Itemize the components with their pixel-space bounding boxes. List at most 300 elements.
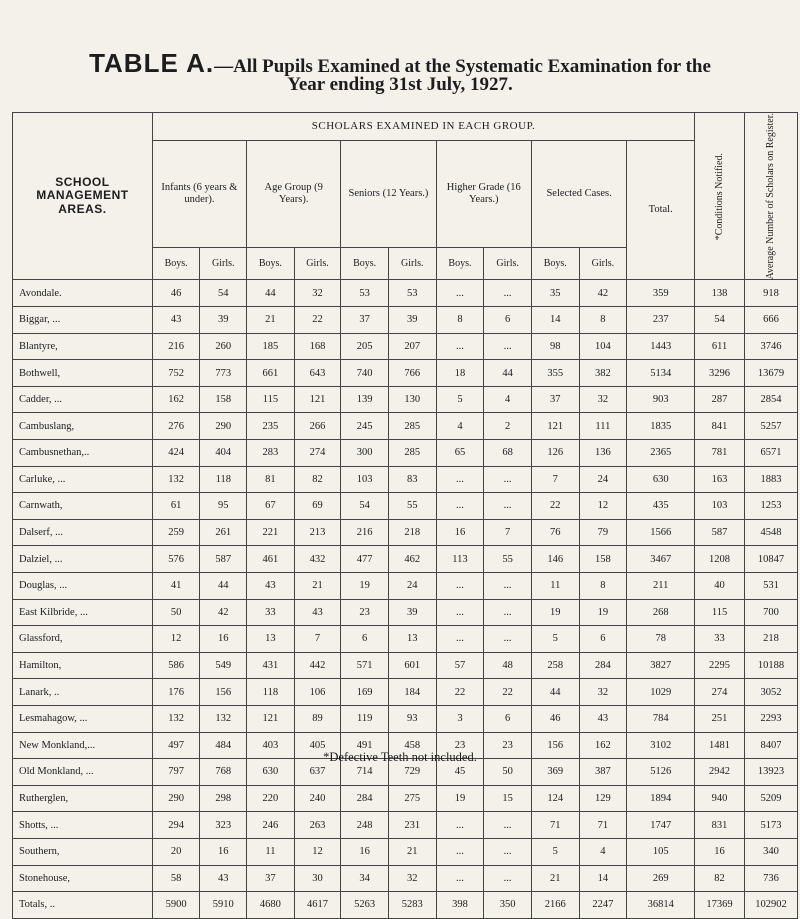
table-cell: 700 xyxy=(744,599,797,626)
table-cell: 207 xyxy=(388,333,436,360)
table-cell: ... xyxy=(484,572,532,599)
table-cell: 158 xyxy=(579,546,627,573)
table-cell: 55 xyxy=(484,546,532,573)
table-cell: 531 xyxy=(744,572,797,599)
table-cell: 4 xyxy=(484,386,532,413)
table-cell: 82 xyxy=(294,466,341,493)
table-cell: 424 xyxy=(152,440,200,467)
table-cell: 44 xyxy=(200,572,247,599)
table-cell: 729 xyxy=(388,759,436,786)
table-cell: 586 xyxy=(152,652,200,679)
table-cell: 1481 xyxy=(695,732,745,759)
higher-grade-header: Higher Grade (16 Years.) xyxy=(436,141,531,248)
table-cell: 11 xyxy=(247,838,295,865)
table-cell: 276 xyxy=(152,413,200,440)
table-cell: 158 xyxy=(200,386,247,413)
pupils-table xyxy=(12,112,798,919)
table-cell: 340 xyxy=(744,838,797,865)
boys-header: Boys. xyxy=(152,248,200,280)
table-cell: 903 xyxy=(627,386,695,413)
area-name: Biggar, ... xyxy=(13,307,153,334)
table-cell: 387 xyxy=(579,759,627,786)
table-cell: ... xyxy=(436,466,484,493)
table-cell: 274 xyxy=(695,679,745,706)
table-cell: 5173 xyxy=(744,812,797,839)
table-cell: 104 xyxy=(579,333,627,360)
table-cell: 587 xyxy=(695,519,745,546)
table-cell: 20 xyxy=(152,838,200,865)
table-cell: 44 xyxy=(531,679,579,706)
table-cell: 2 xyxy=(484,413,532,440)
table-cell: 43 xyxy=(200,865,247,892)
table-cell: 3 xyxy=(436,705,484,732)
table-cell: 752 xyxy=(152,360,200,387)
table-cell: 115 xyxy=(695,599,745,626)
table-cell: 55 xyxy=(388,493,436,520)
table-cell: 5257 xyxy=(744,413,797,440)
table-cell: 16 xyxy=(695,838,745,865)
table-cell: 274 xyxy=(294,440,341,467)
area-name: Avondale. xyxy=(13,280,153,307)
table-cell: ... xyxy=(484,812,532,839)
table-cell: 81 xyxy=(247,466,295,493)
table-row xyxy=(13,652,798,679)
table-cell: ... xyxy=(436,812,484,839)
table-cell: 3827 xyxy=(627,652,695,679)
table-cell: 103 xyxy=(695,493,745,520)
table-cell: 355 xyxy=(531,360,579,387)
area-name: Old Monkland, ... xyxy=(13,759,153,786)
table-cell: 4 xyxy=(579,838,627,865)
table-cell: ... xyxy=(436,333,484,360)
table-cell: 40 xyxy=(695,572,745,599)
table-cell: 121 xyxy=(294,386,341,413)
table-cell: 95 xyxy=(200,493,247,520)
table-cell: 1029 xyxy=(627,679,695,706)
table-cell: 5 xyxy=(436,386,484,413)
table-cell: 113 xyxy=(436,546,484,573)
table-cell: 5 xyxy=(531,838,579,865)
table-cell: 13923 xyxy=(744,759,797,786)
infants-header: Infants (6 years & under). xyxy=(152,141,246,248)
table-cell: 3296 xyxy=(695,360,745,387)
table-cell: 285 xyxy=(388,440,436,467)
table-cell: ... xyxy=(436,838,484,865)
table-cell: 13 xyxy=(388,626,436,653)
table-cell: 46 xyxy=(531,705,579,732)
table-cell: 484 xyxy=(200,732,247,759)
area-name: Shotts, ... xyxy=(13,812,153,839)
girls-header: Girls. xyxy=(484,248,532,280)
table-cell: 784 xyxy=(627,705,695,732)
table-cell: 284 xyxy=(579,652,627,679)
area-name: Hamilton, xyxy=(13,652,153,679)
table-cell: 176 xyxy=(152,679,200,706)
table-cell: 5900 xyxy=(152,892,200,919)
table-cell: 1835 xyxy=(627,413,695,440)
table-cell: 237 xyxy=(627,307,695,334)
table-cell: ... xyxy=(484,838,532,865)
table-cell: 132 xyxy=(152,466,200,493)
table-cell: 1747 xyxy=(627,812,695,839)
table-cell: 5209 xyxy=(744,785,797,812)
table-cell: 43 xyxy=(579,705,627,732)
table-cell: 53 xyxy=(388,280,436,307)
table-cell: 50 xyxy=(484,759,532,786)
table-cell: ... xyxy=(436,599,484,626)
area-name: Glassford, xyxy=(13,626,153,653)
table-cell: 43 xyxy=(247,572,295,599)
table-cell: 43 xyxy=(152,307,200,334)
area-name: Blantyre, xyxy=(13,333,153,360)
table-cell: 5263 xyxy=(341,892,389,919)
table-cell: 382 xyxy=(579,360,627,387)
table-cell: ... xyxy=(436,626,484,653)
school-header: SCHOOL MANAGEMENT AREAS. xyxy=(13,113,153,280)
table-cell: 93 xyxy=(388,705,436,732)
table-cell: 300 xyxy=(341,440,389,467)
table-cell: 156 xyxy=(200,679,247,706)
table-cell: 184 xyxy=(388,679,436,706)
table-cell: 50 xyxy=(152,599,200,626)
table-cell: 35 xyxy=(531,280,579,307)
table-cell: 781 xyxy=(695,440,745,467)
table-cell: 132 xyxy=(152,705,200,732)
table-cell: 285 xyxy=(388,413,436,440)
table-cell: 132 xyxy=(200,705,247,732)
table-cell: 6 xyxy=(484,705,532,732)
table-cell: 32 xyxy=(579,386,627,413)
table-cell: 6 xyxy=(341,626,389,653)
table-cell: ... xyxy=(436,572,484,599)
table-cell: 4617 xyxy=(294,892,341,919)
table-cell: 32 xyxy=(294,280,341,307)
table-cell: 69 xyxy=(294,493,341,520)
table-cell: 53 xyxy=(341,280,389,307)
table-cell: 218 xyxy=(388,519,436,546)
table-cell: ... xyxy=(484,466,532,493)
table-cell: 5910 xyxy=(200,892,247,919)
table-cell: 139 xyxy=(341,386,389,413)
table-cell: 32 xyxy=(579,679,627,706)
table-row xyxy=(13,546,798,573)
table-cell: 12 xyxy=(579,493,627,520)
table-cell: 398 xyxy=(436,892,484,919)
table-cell: 290 xyxy=(200,413,247,440)
table-cell: 19 xyxy=(531,599,579,626)
table-cell: 268 xyxy=(627,599,695,626)
table-cell: 156 xyxy=(531,732,579,759)
table-cell: 21 xyxy=(294,572,341,599)
table-cell: 266 xyxy=(294,413,341,440)
girls-header: Girls. xyxy=(200,248,247,280)
table-cell: 16 xyxy=(341,838,389,865)
table-cell: ... xyxy=(484,280,532,307)
table-cell: 2942 xyxy=(695,759,745,786)
table-cell: 4 xyxy=(436,413,484,440)
table-cell: 44 xyxy=(484,360,532,387)
table-cell: 714 xyxy=(341,759,389,786)
table-cell: 162 xyxy=(579,732,627,759)
table-cell: 918 xyxy=(744,280,797,307)
table-row xyxy=(13,386,798,413)
table-cell: 34 xyxy=(341,865,389,892)
table-cell: 39 xyxy=(388,599,436,626)
table-cell: 8 xyxy=(579,572,627,599)
table-cell: 37 xyxy=(341,307,389,334)
table-cell: 298 xyxy=(200,785,247,812)
table-cell: 58 xyxy=(152,865,200,892)
table-row xyxy=(13,838,798,865)
scholars-header: SCHOLARS EXAMINED IN EACH GROUP. xyxy=(152,113,694,141)
table-cell: 661 xyxy=(247,360,295,387)
table-cell: 76 xyxy=(531,519,579,546)
table-cell: 263 xyxy=(294,812,341,839)
table-cell: ... xyxy=(484,626,532,653)
area-name: Rutherglen, xyxy=(13,785,153,812)
table-cell: 23 xyxy=(341,599,389,626)
table-row xyxy=(13,572,798,599)
table-cell: 15 xyxy=(484,785,532,812)
table-cell: ... xyxy=(484,865,532,892)
table-cell: 1566 xyxy=(627,519,695,546)
table-cell: 46 xyxy=(152,280,200,307)
table-cell: 462 xyxy=(388,546,436,573)
table-cell: 587 xyxy=(200,546,247,573)
table-row xyxy=(13,812,798,839)
table-cell: 461 xyxy=(247,546,295,573)
table-cell: 22 xyxy=(294,307,341,334)
table-row xyxy=(13,493,798,520)
table-cell: 1894 xyxy=(627,785,695,812)
table-cell: 740 xyxy=(341,360,389,387)
table-cell: 736 xyxy=(744,865,797,892)
table-row xyxy=(13,466,798,493)
table-cell: 168 xyxy=(294,333,341,360)
boys-header: Boys. xyxy=(436,248,484,280)
table-cell: 477 xyxy=(341,546,389,573)
table-cell: 82 xyxy=(695,865,745,892)
totals-row xyxy=(13,892,798,919)
table-cell: 12 xyxy=(294,838,341,865)
table-cell: ... xyxy=(436,493,484,520)
table-cell: 21 xyxy=(531,865,579,892)
table-cell: 258 xyxy=(531,652,579,679)
table-cell: 6 xyxy=(484,307,532,334)
table-cell: 79 xyxy=(579,519,627,546)
table-cell: 4680 xyxy=(247,892,295,919)
table-cell: 211 xyxy=(627,572,695,599)
table-cell: 231 xyxy=(388,812,436,839)
table-cell: 403 xyxy=(247,732,295,759)
table-cell: 611 xyxy=(695,333,745,360)
table-cell: 275 xyxy=(388,785,436,812)
table-cell: 2247 xyxy=(579,892,627,919)
table-cell: 57 xyxy=(436,652,484,679)
table-label: TABLE A. xyxy=(89,48,215,78)
table-cell: 23 xyxy=(436,732,484,759)
table-cell: 7 xyxy=(484,519,532,546)
boys-header: Boys. xyxy=(341,248,389,280)
table-cell: 5134 xyxy=(627,360,695,387)
table-cell: 163 xyxy=(695,466,745,493)
table-cell: 637 xyxy=(294,759,341,786)
table-cell: 71 xyxy=(579,812,627,839)
table-cell: 549 xyxy=(200,652,247,679)
table-cell: 6571 xyxy=(744,440,797,467)
total-header: Total. xyxy=(627,141,695,280)
table-cell: 497 xyxy=(152,732,200,759)
table-cell: 37 xyxy=(531,386,579,413)
table-cell: 269 xyxy=(627,865,695,892)
boys-header: Boys. xyxy=(531,248,579,280)
table-cell: 240 xyxy=(294,785,341,812)
table-cell: 129 xyxy=(579,785,627,812)
table-cell: 19 xyxy=(341,572,389,599)
table-cell: 458 xyxy=(388,732,436,759)
table-cell: 83 xyxy=(388,466,436,493)
table-cell: 431 xyxy=(247,652,295,679)
table-cell: 68 xyxy=(484,440,532,467)
table-cell: ... xyxy=(484,599,532,626)
table-cell: 102902 xyxy=(744,892,797,919)
table-cell: 283 xyxy=(247,440,295,467)
table-cell: 14 xyxy=(531,307,579,334)
table-cell: 245 xyxy=(341,413,389,440)
table-cell: 3467 xyxy=(627,546,695,573)
table-title-line2: Year ending 31st July, 1927. xyxy=(287,74,513,95)
table-cell: ... xyxy=(484,493,532,520)
table-cell: 8407 xyxy=(744,732,797,759)
table-cell: 8 xyxy=(579,307,627,334)
table-cell: 2166 xyxy=(531,892,579,919)
table-cell: 576 xyxy=(152,546,200,573)
selected-header: Selected Cases. xyxy=(531,141,626,248)
table-row xyxy=(13,413,798,440)
table-cell: 61 xyxy=(152,493,200,520)
table-cell: 491 xyxy=(341,732,389,759)
table-cell: 259 xyxy=(152,519,200,546)
area-name: Southern, xyxy=(13,838,153,865)
table-cell: 216 xyxy=(152,333,200,360)
table-cell: 2295 xyxy=(695,652,745,679)
table-cell: 43 xyxy=(294,599,341,626)
table-row xyxy=(13,360,798,387)
area-name: Carnwath, xyxy=(13,493,153,520)
table-cell: ... xyxy=(436,280,484,307)
table-cell: 16 xyxy=(436,519,484,546)
table-cell: 5283 xyxy=(388,892,436,919)
table-cell: 218 xyxy=(744,626,797,653)
table-cell: 21 xyxy=(388,838,436,865)
table-cell: 220 xyxy=(247,785,295,812)
table-body xyxy=(13,280,798,918)
girls-header: Girls. xyxy=(388,248,436,280)
table-cell: 146 xyxy=(531,546,579,573)
table-cell: 12 xyxy=(152,626,200,653)
table-cell: 22 xyxy=(484,679,532,706)
area-name: Cambusnethan,.. xyxy=(13,440,153,467)
table-cell: 106 xyxy=(294,679,341,706)
average-header: Average Number of Scholars on Register. xyxy=(744,113,797,280)
table-cell: 350 xyxy=(484,892,532,919)
table-cell: 22 xyxy=(436,679,484,706)
table-cell: 8 xyxy=(436,307,484,334)
table-cell: 797 xyxy=(152,759,200,786)
area-name: Totals, .. xyxy=(13,892,153,919)
table-cell: 118 xyxy=(247,679,295,706)
table-cell: 246 xyxy=(247,812,295,839)
conditions-header: *Conditions Notified. xyxy=(695,113,745,280)
table-cell: 11 xyxy=(531,572,579,599)
table-cell: 17369 xyxy=(695,892,745,919)
footnote: *Defective Teeth not included. xyxy=(323,750,477,764)
table-cell: 138 xyxy=(695,280,745,307)
table-cell: 14 xyxy=(579,865,627,892)
area-name: Lesmahagow, ... xyxy=(13,705,153,732)
table-cell: 768 xyxy=(200,759,247,786)
table-cell: 118 xyxy=(200,466,247,493)
table-cell: 103 xyxy=(341,466,389,493)
table-cell: ... xyxy=(484,333,532,360)
table-cell: 643 xyxy=(294,360,341,387)
table-cell: 115 xyxy=(247,386,295,413)
girls-header: Girls. xyxy=(294,248,341,280)
table-cell: 45 xyxy=(436,759,484,786)
table-cell: 369 xyxy=(531,759,579,786)
table-cell: 831 xyxy=(695,812,745,839)
table-cell: 21 xyxy=(247,307,295,334)
table-cell: 44 xyxy=(247,280,295,307)
table-cell: 185 xyxy=(247,333,295,360)
table-cell: 2854 xyxy=(744,386,797,413)
table-row xyxy=(13,626,798,653)
table-cell: 213 xyxy=(294,519,341,546)
table-cell: 2365 xyxy=(627,440,695,467)
table-cell: 221 xyxy=(247,519,295,546)
table-cell: 571 xyxy=(341,652,389,679)
table-cell: 10188 xyxy=(744,652,797,679)
table-row xyxy=(13,307,798,334)
table-cell: 41 xyxy=(152,572,200,599)
table-cell: 32 xyxy=(388,865,436,892)
table-cell: 124 xyxy=(531,785,579,812)
table-cell: 39 xyxy=(388,307,436,334)
table-cell: 78 xyxy=(627,626,695,653)
table-cell: 294 xyxy=(152,812,200,839)
age-group-header: Age Group (9 Years). xyxy=(247,141,341,248)
area-name: Carluke, ... xyxy=(13,466,153,493)
table-cell: 71 xyxy=(531,812,579,839)
table-cell: 5 xyxy=(531,626,579,653)
title-text: —All Pupils Examined at the Systematic Examination for the xyxy=(214,56,711,77)
table-cell: ... xyxy=(436,865,484,892)
table-cell: 33 xyxy=(247,599,295,626)
table-cell: 10847 xyxy=(744,546,797,573)
table-cell: 22 xyxy=(531,493,579,520)
table-row xyxy=(13,440,798,467)
table-cell: 54 xyxy=(341,493,389,520)
table-cell: 1253 xyxy=(744,493,797,520)
table-cell: 54 xyxy=(200,280,247,307)
table-cell: 13 xyxy=(247,626,295,653)
table-cell: 16 xyxy=(200,626,247,653)
table-cell: 19 xyxy=(436,785,484,812)
table-row xyxy=(13,599,798,626)
table-row xyxy=(13,705,798,732)
table-cell: 169 xyxy=(341,679,389,706)
table-cell: 260 xyxy=(200,333,247,360)
